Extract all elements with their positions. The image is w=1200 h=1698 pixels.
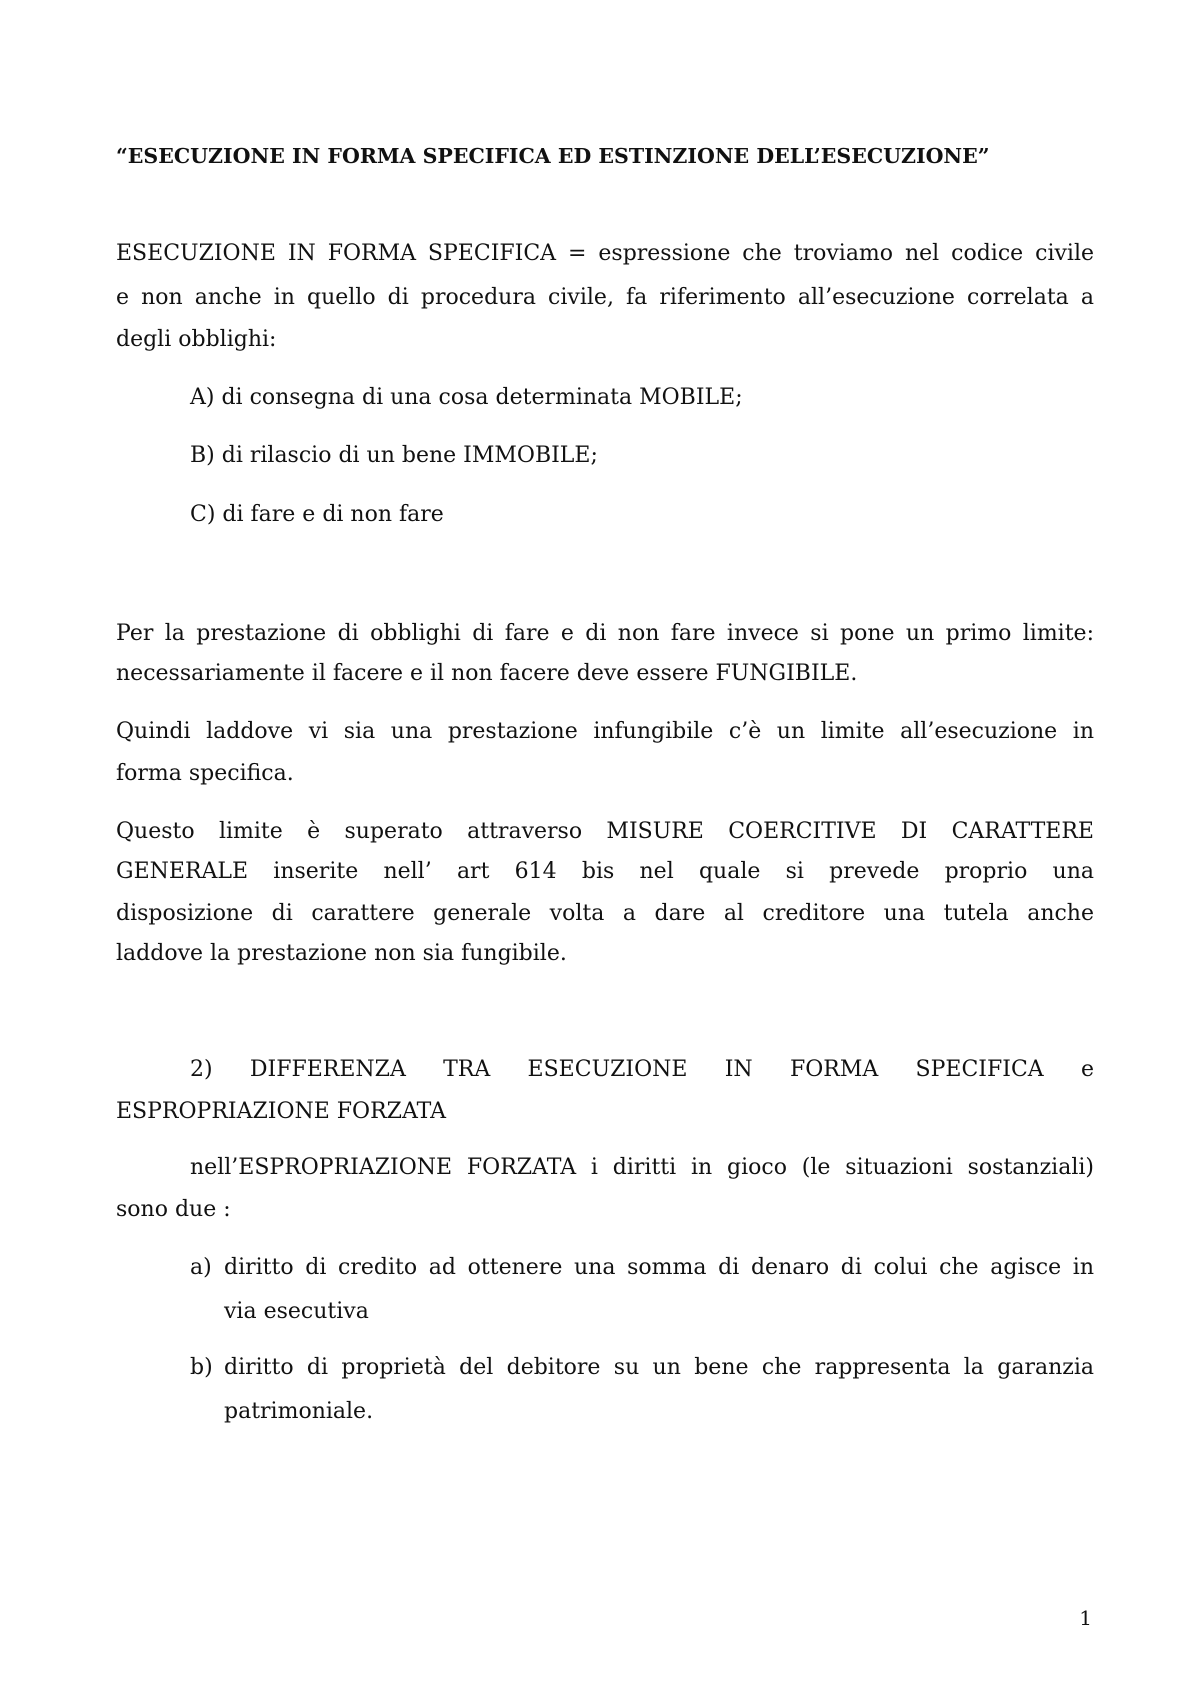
section2-heading-line-2: ESPROPRIAZIONE FORZATA xyxy=(116,1099,446,1124)
right-item-b xyxy=(190,1346,1094,1434)
measures-paragraph-line-1: Questo limite è superato attraverso MISURE COERCITIVE DI CARATTERE xyxy=(116,819,1094,844)
infungible-paragraph-line-1: Quindi laddove vi sia una prestazione infungibile c’è un limite all’esecuzione in xyxy=(116,719,1094,744)
measures-paragraph-line-3: disposizione di carattere generale volta a dare al creditore una tutela anche xyxy=(116,901,1094,926)
right-item-a xyxy=(190,1246,1094,1334)
section2-text-line-1: nell’ESPROPRIAZIONE FORZATA i diritti in gioco (le situazioni sostanziali) xyxy=(190,1155,1094,1180)
obligation-item-b: B) di rilascio di un bene IMMOBILE; xyxy=(190,443,598,468)
intro-line-1: ESECUZIONE IN FORMA SPECIFICA = espressione che troviamo nel codice civile xyxy=(116,241,1094,266)
limit-paragraph-line-2: necessariamente il facere e il non facere deve essere FUNGIBILE. xyxy=(116,661,858,686)
section2-heading-line-1: 2) DIFFERENZA TRA ESECUZIONE IN FORMA SPECIFICA e xyxy=(190,1057,1094,1082)
section2-text-line-2: sono due : xyxy=(116,1197,231,1222)
measures-paragraph-line-4: laddove la prestazione non sia fungibile. xyxy=(116,941,567,966)
right-item-b-line-1: diritto di proprietà del debitore su un bene che rappresenta la garanzia xyxy=(224,1355,1094,1380)
document-title: “ESECUZIONE IN FORMA SPECIFICA ED ESTINZIONE DELL’ESECUZIONE” xyxy=(116,144,990,168)
right-item-b-label: b) xyxy=(190,1355,213,1380)
right-item-a-line-2: via esecutiva xyxy=(224,1299,369,1324)
intro-line-3: degli obblighi: xyxy=(116,327,277,352)
right-item-a-line-1: diritto di credito ad ottenere una somma di denaro di colui che agisce in xyxy=(224,1255,1094,1280)
intro-line-2: e non anche in quello di procedura civile, fa riferimento all’esecuzione correlata a xyxy=(116,285,1094,310)
measures-paragraph-line-2: GENERALE inserite nell’ art 614 bis nel quale si prevede proprio una xyxy=(116,859,1094,884)
limit-paragraph-line-1: Per la prestazione di obblighi di fare e di non fare invece si pone un primo limite: xyxy=(116,621,1094,646)
right-item-a-label: a) xyxy=(190,1255,212,1280)
obligation-item-c: C) di fare e di non fare xyxy=(190,502,444,527)
infungible-paragraph-line-2: forma specifica. xyxy=(116,761,294,786)
page-number: 1 xyxy=(1079,1606,1092,1630)
right-item-b-line-2: patrimoniale. xyxy=(224,1399,374,1424)
obligation-item-a: A) di consegna di una cosa determinata MOBILE; xyxy=(190,385,743,410)
